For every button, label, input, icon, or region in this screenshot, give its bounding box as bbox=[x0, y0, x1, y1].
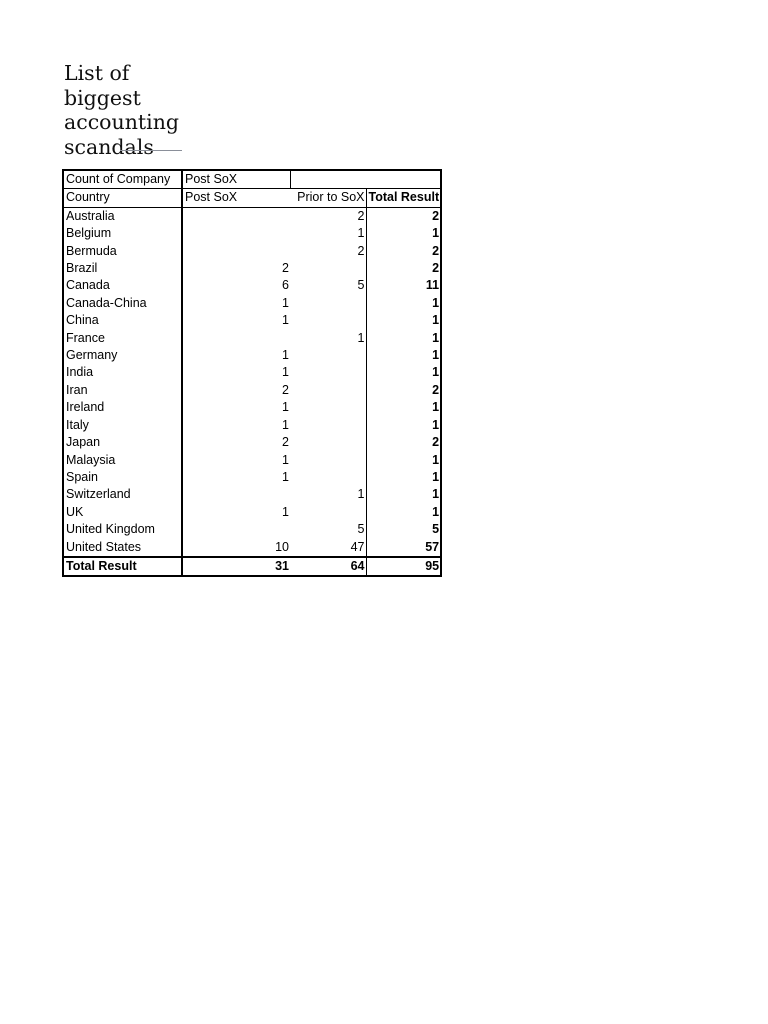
table-row bbox=[63, 277, 441, 294]
total-cell: 1 bbox=[366, 469, 441, 486]
total-cell: 1 bbox=[366, 312, 441, 329]
total-cell: 1 bbox=[366, 486, 441, 503]
total-cell: 5 bbox=[366, 521, 441, 538]
country-cell: Australia bbox=[66, 208, 115, 223]
table-row bbox=[63, 330, 441, 347]
prior-sox-cell bbox=[290, 364, 366, 381]
prior-sox-cell bbox=[290, 312, 366, 329]
pivot-header-row bbox=[63, 189, 441, 207]
country-cell: Switzerland bbox=[66, 487, 131, 502]
total-prior-sox: 64 bbox=[290, 557, 366, 576]
prior-sox-cell bbox=[290, 469, 366, 486]
post-sox-cell: 1 bbox=[182, 347, 290, 364]
country-cell: India bbox=[66, 365, 94, 380]
pivot-filter-row bbox=[63, 170, 441, 189]
prior-sox-cell bbox=[290, 382, 366, 399]
total-cell: 2 bbox=[366, 260, 441, 277]
total-cell: 57 bbox=[366, 539, 441, 557]
country-cell: Germany bbox=[66, 348, 118, 363]
prior-sox-cell bbox=[290, 504, 366, 521]
post-sox-cell: 2 bbox=[182, 260, 290, 277]
post-sox-cell bbox=[182, 330, 290, 347]
table-row bbox=[63, 312, 441, 329]
pivot-table bbox=[62, 169, 442, 577]
country-cell: Canada bbox=[66, 278, 110, 293]
country-cell: United States bbox=[66, 539, 142, 554]
country-cell: Canada-China bbox=[66, 295, 147, 310]
table-row bbox=[63, 539, 441, 557]
title-line: accounting bbox=[64, 110, 180, 135]
country-cell: China bbox=[66, 313, 99, 328]
table-row bbox=[63, 364, 441, 381]
table-row bbox=[63, 382, 441, 399]
prior-sox-cell: 2 bbox=[357, 243, 365, 258]
total-cell: 1 bbox=[366, 364, 441, 381]
table-row bbox=[63, 521, 441, 538]
table-row bbox=[63, 399, 441, 416]
total-row-label: Total Result bbox=[63, 557, 182, 576]
page-title bbox=[64, 61, 204, 159]
country-cell: United Kingdom bbox=[66, 522, 155, 537]
post-sox-cell: 1 bbox=[182, 469, 290, 486]
country-cell: UK bbox=[66, 504, 84, 519]
country-cell: Belgium bbox=[66, 226, 112, 241]
total-cell: 1 bbox=[366, 225, 441, 242]
post-sox-cell bbox=[182, 225, 290, 242]
country-cell: France bbox=[66, 330, 105, 345]
post-sox-cell: 1 bbox=[182, 364, 290, 381]
title-line: biggest bbox=[64, 85, 141, 110]
corner-label: Count of Company bbox=[63, 170, 182, 189]
post-sox-cell bbox=[182, 521, 290, 538]
prior-sox-cell: 5 bbox=[357, 278, 365, 293]
total-post-sox: 31 bbox=[182, 557, 290, 576]
total-cell: 2 bbox=[366, 382, 441, 399]
country-cell: Brazil bbox=[66, 261, 98, 276]
row-header: Country bbox=[63, 189, 182, 207]
total-row bbox=[63, 557, 441, 576]
table-row bbox=[63, 207, 441, 225]
table-row bbox=[63, 434, 441, 451]
title-line: scandals bbox=[64, 134, 154, 159]
post-sox-cell: 6 bbox=[182, 277, 290, 294]
column-header-prior: Prior to SoX bbox=[290, 189, 366, 207]
table-row bbox=[63, 260, 441, 277]
post-sox-cell: 1 bbox=[182, 452, 290, 469]
table-row bbox=[63, 243, 441, 260]
title-line: List of bbox=[64, 61, 130, 85]
prior-sox-cell bbox=[290, 399, 366, 416]
table-row bbox=[63, 504, 441, 521]
post-sox-cell bbox=[182, 486, 290, 503]
prior-sox-cell: 1 bbox=[357, 330, 365, 345]
prior-sox-cell bbox=[290, 260, 366, 277]
prior-sox-cell bbox=[290, 417, 366, 434]
post-sox-cell: 2 bbox=[182, 382, 290, 399]
country-cell: Spain bbox=[66, 469, 98, 484]
table-row bbox=[63, 452, 441, 469]
grand-total: 95 bbox=[366, 557, 441, 576]
title-underline bbox=[120, 150, 182, 151]
post-sox-cell: 10 bbox=[182, 539, 290, 557]
total-cell: 11 bbox=[366, 277, 441, 294]
post-sox-cell: 1 bbox=[182, 417, 290, 434]
table-row bbox=[63, 295, 441, 312]
total-cell: 1 bbox=[366, 347, 441, 364]
total-cell: 2 bbox=[366, 207, 441, 225]
prior-sox-cell: 47 bbox=[350, 539, 365, 554]
table-row bbox=[63, 225, 441, 242]
prior-sox-cell bbox=[290, 434, 366, 451]
total-cell: 2 bbox=[366, 243, 441, 260]
table-row bbox=[63, 486, 441, 503]
post-sox-cell: 2 bbox=[182, 434, 290, 451]
table-row bbox=[63, 347, 441, 364]
prior-sox-cell: 5 bbox=[357, 522, 365, 537]
total-cell: 1 bbox=[366, 330, 441, 347]
post-sox-cell: 1 bbox=[182, 504, 290, 521]
column-header-total: Total Result bbox=[366, 189, 441, 207]
total-cell: 1 bbox=[366, 504, 441, 521]
filter-label[interactable]: Post SoX bbox=[182, 170, 290, 189]
post-sox-cell bbox=[182, 243, 290, 260]
total-cell: 1 bbox=[366, 452, 441, 469]
post-sox-cell bbox=[182, 207, 290, 225]
country-cell: Bermuda bbox=[66, 243, 117, 258]
post-sox-cell: 1 bbox=[182, 312, 290, 329]
prior-sox-cell: 1 bbox=[357, 487, 365, 502]
table-row bbox=[63, 417, 441, 434]
post-sox-cell: 1 bbox=[182, 295, 290, 312]
total-cell: 2 bbox=[366, 434, 441, 451]
country-cell: Japan bbox=[66, 435, 101, 450]
total-cell: 1 bbox=[366, 417, 441, 434]
table-row bbox=[63, 469, 441, 486]
total-cell: 1 bbox=[366, 399, 441, 416]
total-cell: 1 bbox=[366, 295, 441, 312]
prior-sox-cell bbox=[290, 452, 366, 469]
post-sox-cell: 1 bbox=[182, 399, 290, 416]
prior-sox-cell bbox=[290, 347, 366, 364]
column-header-post: Post SoX bbox=[182, 189, 290, 207]
prior-sox-cell: 1 bbox=[357, 226, 365, 241]
country-cell: Malaysia bbox=[66, 452, 116, 467]
prior-sox-cell bbox=[290, 295, 366, 312]
country-cell: Italy bbox=[66, 417, 89, 432]
filter-value-cell bbox=[290, 170, 441, 189]
prior-sox-cell: 2 bbox=[357, 208, 365, 223]
country-cell: Ireland bbox=[66, 400, 105, 415]
country-cell: Iran bbox=[66, 382, 88, 397]
